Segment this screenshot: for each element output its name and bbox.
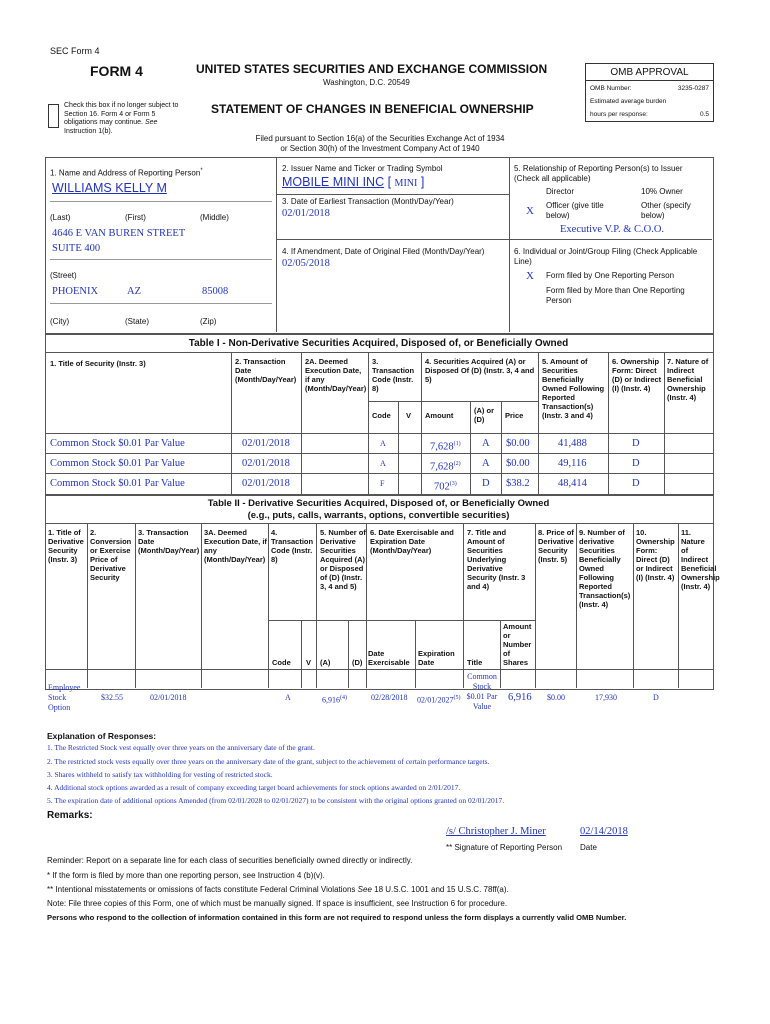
- t1-r2-ad: A: [482, 458, 490, 469]
- remarks-title: Remarks:: [47, 810, 93, 821]
- footer-line-2: [47, 885, 509, 895]
- t1-r3-date: 02/01/2018: [242, 478, 290, 489]
- t1-r3-code: F: [380, 479, 385, 488]
- checkbox-text: Check this box if no longer subject to Section 16. Form 4 or Form 5 obligations may continue.: [64, 102, 179, 127]
- zip-label: (Zip): [200, 317, 217, 326]
- first-label: (First): [125, 213, 146, 222]
- t1-r1-date: 02/01/2018: [242, 438, 290, 449]
- t1-col4-header: 4. Securities Acquired (A) or Disposed Of (D) (Instr. 3, 4 and 5): [425, 357, 535, 384]
- signature-date-label: Date: [580, 843, 597, 852]
- t2-c6-header: 6. Date Exercisable and Expiration Date (Month/Day/Year): [370, 528, 454, 555]
- omb-hours-value: 0.5: [699, 111, 709, 118]
- table-1-title: Table I - Non-Derivative Securities Acquired, Disposed of, or Beneficially Owned: [188, 338, 569, 349]
- t2-c5-header: 5. Number of Derivative Securities Acquired (A) or Disposed of (D) (Instr. 3, 4 and 5): [320, 528, 366, 591]
- t1-r2-amount-value: 7,628: [430, 461, 454, 473]
- amendment-label: 4. If Amendment, Date of Original Filed (Month/Day/Year): [282, 247, 485, 256]
- t1-price-header: Price: [505, 411, 524, 420]
- filing-label: 6. Individual or Joint/Group Filing (Check Applicable Line): [514, 247, 698, 266]
- signature-name: /s/ Christopher J. Miner: [446, 826, 546, 837]
- director-option[interactable]: Director: [546, 187, 575, 196]
- sec-form-label: SEC Form 4: [50, 46, 100, 56]
- agency-location: Washington, D.C. 20549: [323, 78, 410, 87]
- last-label: (Last): [50, 213, 71, 222]
- one-person-option[interactable]: Form filed by One Reporting Person: [546, 271, 675, 280]
- t2-date-ex-header: Date Exercisable: [368, 649, 410, 667]
- footer-reminder: Reminder: Report on a separate line for each class of securities beneficially owned directly or indirectly.: [47, 856, 413, 865]
- t2-r1-shares: 6,916: [508, 692, 532, 703]
- t2-c9-header: 9. Number of derivative Securities Beneficially Owned Following Reported Transaction(s) (Instr. 4): [579, 528, 631, 609]
- omb-hours-row: [586, 106, 713, 119]
- t2-c4-header: 4. Transaction Code (Instr. 8): [271, 528, 314, 564]
- explanation-title: Explanation of Responses:: [47, 731, 157, 741]
- table-2-subtitle: (e.g., puts, calls, warrants, options, convertible securities): [247, 510, 510, 521]
- t2-r1-under-title: Common Stock $0.01 Par Value: [466, 672, 498, 711]
- t2-r1-exercisable: 02/28/2018: [371, 693, 408, 702]
- t2-r1-owned: 17,930: [595, 693, 617, 702]
- t2-amount-header: Amount or Number of Shares: [503, 622, 532, 667]
- ten-pct-owner-option[interactable]: 10% Owner: [641, 187, 683, 196]
- t2-r1-title: Employee Stock Option: [48, 683, 81, 712]
- t2-d-header: (D): [352, 658, 363, 667]
- omb-number-value: 3235-0287: [677, 85, 709, 92]
- t2-c11-header: 11. Nature of Indirect Beneficial Ownership (Instr. 4): [681, 528, 720, 591]
- t2-title-header: Title: [467, 658, 483, 667]
- footer-line-3: Note: File three copies of this Form, one of which must be manually signed. If space is insufficient, see Instruction 6 for procedure.: [47, 899, 508, 908]
- city-value: PHOENIX: [52, 286, 99, 297]
- t1-r3-amount-value: 702: [434, 481, 450, 493]
- footer-line-1: * If the form is filed by more than one reporting person, see Instruction 4 (b)(v).: [47, 871, 325, 880]
- omb-hours-label: hours per response:: [590, 111, 648, 118]
- table-2-title: Table II - Derivative Securities Acquired, Disposed of, or Beneficially Owned: [207, 498, 550, 509]
- t1-col2a-header: 2A. Deemed Execution Date, if any (Month/Day/Year): [305, 357, 367, 393]
- t2-v-header: V: [306, 658, 312, 667]
- agency-title: UNITED STATES SECURITIES AND EXCHANGE COMMISSION: [196, 62, 548, 76]
- amendment-date: 02/05/2018: [282, 258, 330, 269]
- state-label: (State): [125, 317, 150, 326]
- t1-r3-price: $38.2: [506, 478, 530, 489]
- t1-r3-title: Common Stock $0.01 Par Value: [50, 478, 185, 489]
- t1-r1-amount: [430, 438, 461, 454]
- relationship-label: 5. Relationship of Reporting Person(s) to Issuer: [514, 164, 683, 173]
- reporting-person-name[interactable]: WILLIAMS KELLY M: [52, 181, 167, 195]
- zip-value: 85008: [202, 286, 229, 297]
- officer-mark: X: [526, 205, 534, 217]
- t2-c10-header: 10. Ownership Form: Direct (D) or Indirect (I) (Instr. 4): [636, 528, 675, 582]
- t1-r2-title: Common Stock $0.01 Par Value: [50, 458, 185, 469]
- t2-c3-header: 3. Transaction Date (Month/Day/Year): [138, 528, 200, 555]
- explanation-3: 3. Shares withheld to satisfy tax withholding for vesting of restricted stock.: [47, 770, 273, 779]
- omb-number-label: OMB Number:: [590, 85, 632, 92]
- signature-date: 02/14/2018: [580, 826, 628, 837]
- issuer-label: 2. Issuer Name and Ticker or Trading Symbol: [282, 164, 443, 173]
- t2-r1-form: D: [653, 693, 659, 702]
- t1-r3-footnote: (3): [449, 481, 457, 487]
- earliest-date-value: 02/01/2018: [282, 208, 330, 219]
- officer-title: Executive V.P. & C.O.O.: [560, 224, 665, 235]
- t2-r1-price: $32.55: [101, 693, 123, 702]
- t1-r1-amount-value: 7,628: [430, 441, 454, 453]
- t1-r2-form: D: [632, 458, 640, 469]
- t1-r1-title: Common Stock $0.01 Par Value: [50, 438, 185, 449]
- omb-number-row: [586, 81, 713, 93]
- instruction-text: Instruction 1(b).: [64, 127, 113, 135]
- t2-code-header: Code: [272, 658, 291, 667]
- t1-code-header: Code: [372, 411, 391, 420]
- t1-r3-amount: [434, 478, 457, 494]
- t2-r1-deriv-price: $0.00: [547, 693, 565, 702]
- t1-col5-header: 5. Amount of Securities Beneficially Owned Following Reported Transaction(s) (Instr. 3 and 4): [542, 357, 605, 420]
- t1-amount-header: Amount: [425, 411, 454, 420]
- signature-label: ** Signature of Reporting Person: [446, 843, 563, 852]
- t1-col2-header: 2. Transaction Date (Month/Day/Year): [235, 357, 297, 384]
- t2-r1-date: 02/01/2018: [150, 693, 187, 702]
- no-longer-subject-checkbox[interactable]: [48, 104, 59, 128]
- t1-r2-date: 02/01/2018: [242, 458, 290, 469]
- t1-r2-footnote: (2): [453, 461, 461, 467]
- more-persons-option[interactable]: Form filed by More than One Reporting Person: [546, 286, 685, 305]
- t1-r1-ad: A: [482, 438, 490, 449]
- t1-col7-header: 7. Nature of Indirect Beneficial Ownership (Instr. 4): [667, 357, 709, 402]
- form-title: FORM 4: [90, 63, 143, 79]
- footer-see: See: [357, 885, 372, 894]
- one-person-mark: X: [526, 270, 534, 282]
- reporting-person-label: 1. Name and Address of Reporting Person*: [50, 168, 203, 178]
- t1-r1-form: D: [632, 438, 640, 449]
- middle-label: (Middle): [200, 213, 229, 222]
- t1-col3-header: 3. Transaction Code (Instr. 8): [372, 357, 415, 393]
- omb-approval-box: [585, 63, 714, 122]
- street-line-1: 4646 E VAN BUREN STREET: [52, 228, 186, 239]
- footer-line-2b: 18 U.S.C. 1001 and 15 U.S.C. 78ff(a).: [371, 885, 509, 894]
- omb-title: OMB APPROVAL: [586, 64, 713, 81]
- explanation-1: 1. The Restricted Stock vest equally over three years on the anniversary date of the grant.: [47, 743, 315, 752]
- checkbox-instructions: [64, 102, 184, 136]
- t2-c3a-header: 3A. Deemed Execution Date, if any (Month/Day/Year): [204, 528, 267, 564]
- officer-option[interactable]: Officer (give title below): [546, 201, 604, 220]
- statement-title: STATEMENT OF CHANGES IN BENEFICIAL OWNERSHIP: [211, 102, 534, 116]
- t1-col1-header: 1. Title of Security (Instr. 3): [50, 359, 146, 368]
- t2-c2-header: 2. Conversion or Exercise Price of Derivative Security: [90, 528, 132, 582]
- relationship-sub: (Check all applicable): [514, 174, 591, 183]
- t2-r1-a-value: 6,916: [322, 695, 340, 705]
- t2-c8-header: 8. Price of Derivative Security (Instr. 5): [538, 528, 574, 564]
- street-label: (Street): [50, 271, 77, 280]
- omb-burden-label: Estimated average burden: [590, 98, 667, 105]
- other-option[interactable]: Other (specify below): [641, 201, 691, 220]
- t2-r1-expiration: [417, 693, 460, 706]
- t2-c7-header: 7. Title and Amount of Securities Underlying Derivative Security (Instr. 3 and 4): [467, 528, 526, 591]
- explanation-2: 2. The restricted stock vests equally over three years on the anniversary date of the grant, subject to the achievement of certain performance targets.: [47, 757, 490, 766]
- t1-col6-header: 6. Ownership Form: Direct (D) or Indirect (I) (Instr. 4): [612, 357, 662, 393]
- issuer-name-line: MOBILE MINI INC [ MINI ]: [282, 175, 425, 189]
- t1-r2-price: $0.00: [506, 458, 530, 469]
- issuer-ticker: MINI: [394, 178, 418, 189]
- t1-r1-owned: 41,488: [558, 438, 587, 449]
- t2-r1-expiration-value: 02/01/2027: [417, 695, 454, 705]
- see-text: See: [144, 119, 158, 127]
- filed-pursuant-1: Filed pursuant to Section 16(a) of the Securities Exchange Act of 1934: [255, 134, 505, 143]
- explanation-5: 5. The expiration date of additional options Amended (from 02/01/2028 to 02/01/2027) to be consistent with the original options granted on 02/01/2017.: [47, 796, 505, 805]
- footer-line-4: Persons who respond to the collection of information contained in this form are not required to respond unless the form displays a currently valid OMB Number.: [47, 913, 627, 922]
- t1-aord-header: (A) or (D): [474, 406, 494, 424]
- t2-c1-header: 1. Title of Derivative Security (Instr. 3): [48, 528, 84, 564]
- footer-line-2a: ** Intentional misstatements or omissions of facts constitute Federal Criminal Violations: [47, 885, 358, 894]
- earliest-date-label: 3. Date of Earliest Transaction (Month/Day/Year): [282, 197, 454, 206]
- t2-r1-code: A: [285, 693, 291, 702]
- t1-r3-form: D: [632, 478, 640, 489]
- issuer-name[interactable]: MOBILE MINI INC: [282, 175, 385, 189]
- t2-exp-header: Expiration Date: [418, 649, 455, 667]
- t1-r3-ad: D: [482, 478, 490, 489]
- t1-r2-amount: [430, 458, 461, 474]
- t2-r1-a: [322, 693, 347, 706]
- t1-r1-price: $0.00: [506, 438, 530, 449]
- explanation-4: 4. Additional stock options awarded as a result of company exceeding target board achievements for stock options awarded on 2/01/2017.: [47, 783, 461, 792]
- reporting-person-label-text: 1. Name and Address of Reporting Person: [50, 168, 201, 178]
- t1-r1-footnote: (1): [453, 441, 461, 447]
- filed-pursuant-2: or Section 30(h) of the Investment Company Act of 1940: [280, 144, 480, 153]
- city-label: (City): [50, 317, 70, 326]
- t2-r1-expiration-footnote: (5): [453, 695, 461, 701]
- state-value: AZ: [127, 286, 141, 297]
- street-line-2: SUITE 400: [52, 243, 101, 254]
- t1-v-header: V: [406, 411, 412, 420]
- t2-r1-a-footnote: (4): [340, 695, 347, 701]
- t2-a-header: (A): [320, 658, 331, 667]
- t1-r1-code: A: [380, 439, 386, 448]
- t1-r2-code: A: [380, 459, 386, 468]
- t1-r3-owned: 48,414: [558, 478, 587, 489]
- t1-r2-owned: 49,116: [558, 458, 587, 469]
